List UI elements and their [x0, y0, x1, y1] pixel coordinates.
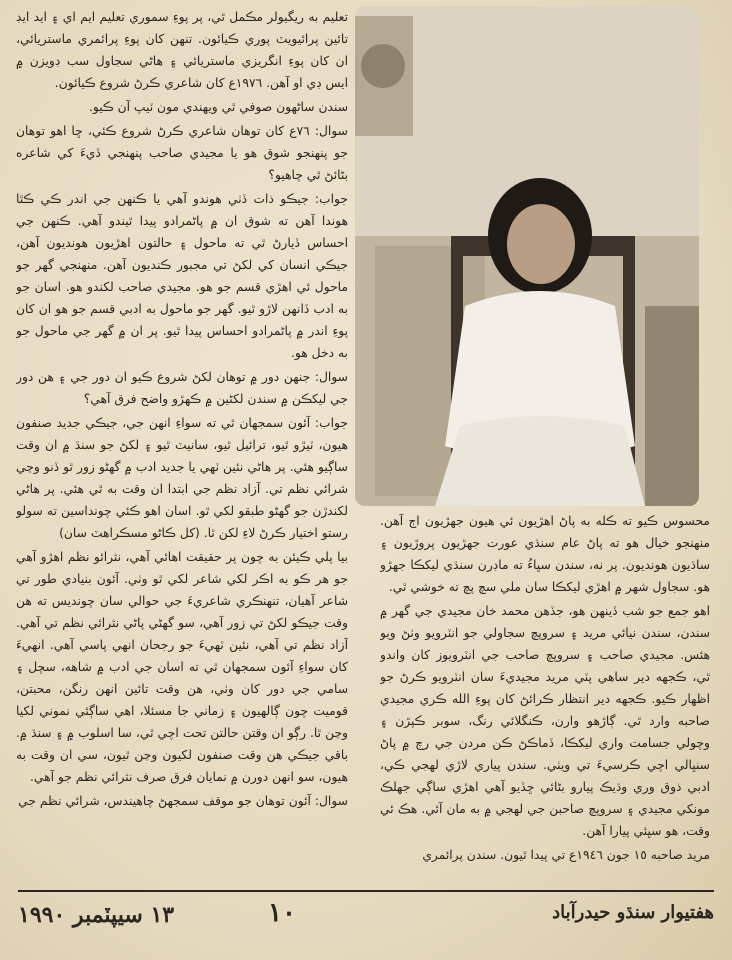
caption-paragraph: مريد صاحبه ١٥ جون ١٩٤٦ع تي پيدا ٿيون. سندن پرائمري [422, 848, 710, 862]
portrait-photo [355, 6, 699, 506]
caption-paragraph: محسوس ڪيو ته ڪله به پاڻ اهڙيون ئي هيون جهڙيون اڄ آهن. منهنجو خيال هو ته پاڻ عام سنڌي عورت جهڙيون پروڙيون ۽ ساڌيون هونديون. پر نه، سندن سڀاءُ ته ماڊرن سنڌي ليکڪا جهڙو هو. سجاول شهر ۾ اهڙي ليکڪا سان ملي سچ پچ ته خوشي ٿي. [380, 514, 710, 594]
article-paragraph: سوال: جنهن دور ۾ توهان لکڻ شروع ڪيو ان دور جي ۽ هن دور جي ليکڪن ۾ سندن لکڻين ۾ ڪهڙو واضح فرق آهي؟ [16, 370, 348, 406]
footer-rule [18, 890, 714, 892]
masthead: هفتيوار سنڌو حيدرآباد [552, 902, 714, 923]
article-paragraph: تعليم به ريگيولر مڪمل ٿي، پر پوءِ سموري تعليم ايم اي ۽ ايد ايڊ تائين پرائيويٽ پوري ڪيائون. تنهن کان پوءِ پرائمري ماستريائي، ان کان پوءِ انگريزي ماستريائي ۽ هاڻي سجاول سب ڊويزن ۾ ايس ڊي او آهن. ١٩٧٦ع کان شاعري ڪرڻ شروع ڪيائون. [16, 10, 348, 90]
article-paragraph: جواب: آئون سمجهان ٿي ته سواءِ انهن جي، جيڪي جديد صنفون هيون، ٽيڙو ٿيو، ترائيل ٿيو، سانيٽ ٿيو ۽ لکڻ جو سنڌ ۾ ان وقت ساڳيو هئي. پر هاڻي نئين ٽهي يا جديد ادب ۾ گهڻو زور ٿو ڏنو وڃي شرائي نظم تي. آزاد نظم جي ابتدا ان وقت به ٿي هئي. پر هاڻي لکندڙن جو گهڻو طبقو لکي ٿو. اسان اهو ڪئي چونداسين ته سولو رستو اختيار ڪرڻ لاءِ لکن ٿا. (کل ڪاڻو مسڪراهٽ سان) [16, 416, 348, 540]
page-number: ١٠ [268, 898, 296, 928]
article-paragraph: جواب: جيڪو ذات ڏٺي هوندو آهي يا ڪنهن جي اندر ڪي ڪٿا هوندا آهن ته شوق ان ۾ پاڻمرادو پيدا ٿيندو آهي. ڪنهن جي احساس ڏيارڻ ٿي ته ماحول ۽ حالتون اهڙيون هونديون آهن، جيڪي انسان کي لکڻ تي مجبور ڪنديون آهن. منهنجي گهر جو ماحول ئي اهڙي قسم جو هو. مجيدي صاحب لکندو هو. اسان جو به ادب ڏانهن لاڙو ٿيو. گهر جو ماحول به ادبي قسم جو هو ان کان پوءِ اندر ۾ پاڻمرادو احساس پيدا ٿيو. پر ان ۾ گهر جي ماحول جو به دخل هو. [16, 192, 348, 360]
article-paragraph: سوال: آئون توهان جو موقف سمجهڻ چاهيندس، شرائي نظم جي [18, 794, 348, 808]
caption-paragraph: اهو جمع جو شب ڏينهن هو، جڏهن محمد خان مجيدي جي گهر ۾ سندن، سندن نيائي مريد ۽ سروپچ سجاولي جو انٽرويو وٺڻ ويو هئس. مجيدي صاحب ۽ سروپچ صاحب جي انٽرويوز کان واندو ٿي، ڪجهه دير ساهي پٽي مريد مجيديءَ سان انٽرويو ڪرڻ جو اظهار ڪيو. ڪجهه دير انتظار ڪرائڻ کان پوءِ الله ڪري مجيدي صاحبه وارد ٿي. ڳاڙهو وارن، ڪنگلائي رنگ، سوبر ڪپڙن ۽ وچولي جسامت واري ليکڪا، ڏماڪڻ ڪن مردن جي رچ ۾ پاڻ سنڀالي اچي ڪرسيءَ تي ويٺي. سندن پياري لاڙي لهجي ڪي، ادبي ذوق وري وڌيڪ پيارو بڻائي ڇڏيو آهي اهڙي ساڳي جهلڪ مونکي مجيدي ۽ سروپچ صاحبن جي لهجي ۾ به مان آئي. هڪ ئي وقت، هو سڀئي پيارا آهن. [380, 604, 710, 838]
page-footer [18, 896, 714, 946]
issue-date: ١٣ سيپٽمبر ١٩٩٠ [18, 902, 175, 928]
article-paragraph: سندن ساڻهون صوفي ٿي ويهندي مون ٽيپ آن ڪيو. [89, 100, 348, 114]
article-left-column [16, 6, 348, 882]
article-paragraph: بيا پلي ڪيئن به چون پر حقيقت اهائي آهي، نثرائو نظم اهڙو آهي جو هر ڪو به اڪر لکي شاعر لکي ٿو وٺي. آئون بنيادي طور تي شاعر آهيان، تنهنڪري شاعريءَ جي حوالي سان چونديس ته هن وقت جيڪو لکڻ تي زور آهي، سو گهڻي پاڻي نثرائي نظم تي آهي. آزاد نظم تي آهي، نئين ٽهيءَ جو رجحان انهي پاسي آهي. انهيءَ کان سواءِ آئون سمجهان ٿي ته اسان جي ادب ۾ شاهه، سچل ۽ سامي جي دور کان وٺي، هن وقت تائين انهن رنگن، محبتن، قوميت چون ڳالهيون ۽ زماني جا مسئلا، اهي ساڳئي نموني لکيا وڃن ٿا. رڳو ان وقتن حالتن تحت اچي ٿي، سا اسلوب ۾ ۽ سنڌ ۾. باقي جيڪي هن وقت صنفون لکيون وڃن ٿيون، سي ان وقت به هيون، سو انهن دورن ۾ نمايان فرق صرف نثرائي نظم جو آهي. [16, 550, 348, 784]
article-paragraph: سوال: ٧٦ع کان توهان شاعري ڪرڻ شروع ڪئي، ڇا اهو توهان جو پنهنجو شوق هو يا مجيدي صاحب پنهنجي ڏيءَ کي شاعره بڻائڻ ٿي چاهيو؟ [16, 124, 348, 182]
caption-column [380, 510, 710, 886]
portrait-photo-illustration [355, 6, 699, 506]
